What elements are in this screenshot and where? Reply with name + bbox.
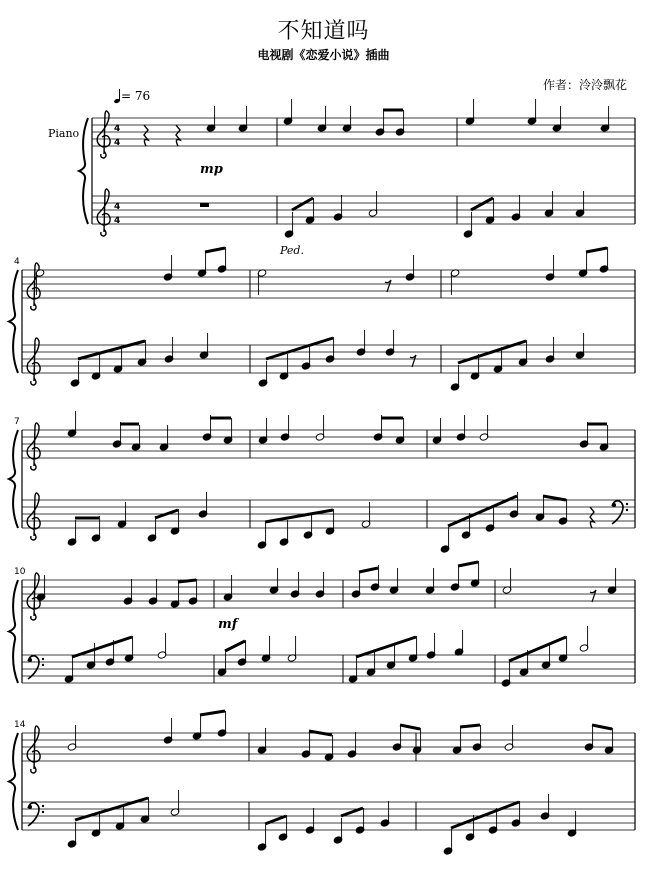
score-subtitle: 电视剧《恋爱小说》插曲 [257,48,390,62]
bass-clef-dot [626,503,628,505]
beam [458,562,478,566]
beam [178,580,196,582]
beam [72,637,132,657]
quarter-rest-icon [590,507,594,528]
bass-clef-dot [28,658,32,662]
brace [9,580,18,683]
beam [356,637,416,657]
beam [592,725,612,729]
bass-clef-dot [626,509,628,511]
measure-number: 10 [14,567,26,577]
brace [9,270,18,373]
beam [451,802,519,828]
beam [586,248,607,252]
beam [400,725,420,729]
quarter-rest-icon [144,125,148,146]
brace [9,733,18,830]
time-signature-top: 4 [114,124,121,134]
pedal-marking: Ped. [280,244,304,257]
brace [9,430,18,528]
bass-clef-dot [42,664,44,666]
bass-clef-dot [28,805,32,809]
time-signature-bottom: 4 [114,216,121,226]
measure-number: 4 [14,257,20,267]
beam [309,731,332,735]
time-signature-top: 4 [114,202,121,212]
eighth-rest-icon [385,280,391,292]
score-title: 不知道吗 [277,19,370,44]
eighth-rest-icon [590,590,596,602]
beam [266,338,333,359]
beam [471,198,493,210]
bass-clef-dot [42,658,44,660]
composer-credit: 作者：泠泠飘花 [542,78,627,92]
beam [292,198,313,210]
tempo-value: = 76 [121,89,151,103]
bass-clef-dot [42,805,44,807]
eighth-rest-icon [410,355,416,367]
beam [448,496,517,526]
beam [543,496,566,500]
brace [79,118,88,224]
treble-staff [22,580,635,608]
beam [265,510,333,522]
bass-clef-dot [612,503,616,507]
measure-number: 14 [14,720,26,730]
beam [509,637,566,661]
beam [460,725,480,727]
beam [359,568,378,572]
beam [200,711,225,715]
bass-clef-dot [42,811,44,813]
measure-number: 7 [14,417,20,427]
quarter-rest-icon [176,125,180,146]
instrument-label: Piano [48,127,80,140]
bass-staff [92,196,635,224]
beam [225,641,245,651]
beam [205,248,225,252]
beam [78,341,145,359]
dynamic-mf: mf [218,617,238,632]
treble-staff [92,118,635,146]
time-signature-bottom: 4 [114,138,121,148]
whole-rest-icon [200,203,209,207]
dynamic-mp: mp [200,162,223,177]
treble-staff [22,270,635,298]
